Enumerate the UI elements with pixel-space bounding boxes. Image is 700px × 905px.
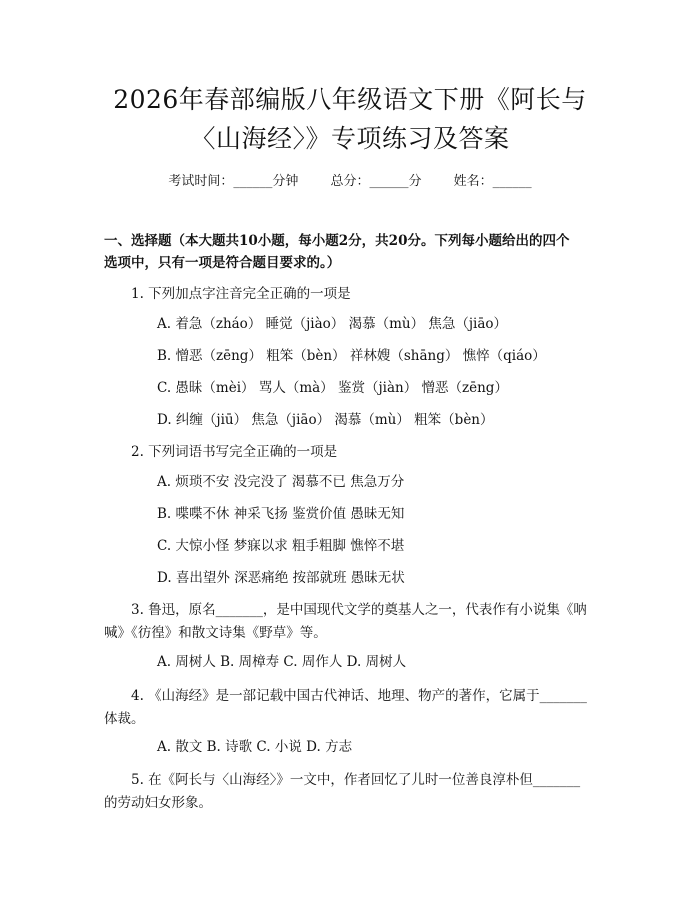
exam-time: 考试时间：______分钟: [168, 174, 299, 189]
section-heading-line2: 选项中，只有一项是符合题目要求的。）: [104, 255, 341, 271]
question-5-stem-line1: 5. 在《阿长与〈山海经〉》一文中，作者回忆了儿时一位善良淳朴但_______: [131, 772, 581, 788]
question-5-stem-line2: 的劳动妇女形象。: [104, 795, 212, 811]
question-1-stem: 1. 下列加点字注音完全正确的一项是: [131, 286, 351, 302]
question-2-stem: 2. 下列词语书写完全正确的一项是: [131, 444, 338, 460]
question-1-option-b: B. 憎恶（zēng） 粗笨（bèn） 祥林嫂（shāng） 憔悴（qiáo）: [157, 348, 546, 364]
question-4-stem-line2: 体裁。: [104, 711, 145, 727]
question-1-option-c: C. 愚昧（mèi） 骂人（mà） 鉴赏（jiàn） 憎恶（zēng）: [157, 380, 508, 396]
question-3-options: A. 周树人 B. 周樟寿 C. 周作人 D. 周树人: [157, 654, 407, 670]
question-1-option-d: D. 纠缠（jiū） 焦急（jiāo） 渴慕（mù） 粗笨（bèn）: [157, 412, 494, 428]
question-3-stem-line2: 喊》《彷徨》和散文诗集《野草》等。: [104, 625, 327, 641]
document-title-line2: 〈山海经〉》专项练习及答案: [190, 124, 510, 153]
question-4-stem-line1: 4. 《山海经》是一部记载中国古代神话、地理、物产的著作，它属于_______: [131, 688, 587, 704]
question-1-option-a: A. 着急（zháo） 睡觉（jiào） 渴慕（mù） 焦急（jiāo）: [157, 316, 508, 332]
section-heading-line1: 一、选择题（本大题共10小题，每小题2分，共20分。下列每小题给出的四个: [104, 233, 570, 249]
document-title-line1: 2026年春部编版八年级语文下册《阿长与: [113, 85, 587, 114]
exam-name: 姓名：______: [453, 174, 532, 189]
question-2-option-c: C. 大惊小怪 梦寐以求 粗手粗脚 憔悴不堪: [157, 538, 405, 554]
question-3-stem-line1: 3. 鲁迅，原名_______，是中国现代文学的奠基人之一，代表作有小说集《呐: [131, 602, 587, 618]
question-2-option-b: B. 喋喋不休 神采飞扬 鉴赏价值 愚昧无知: [157, 506, 405, 522]
question-2-option-d: D. 喜出望外 深恶痛绝 按部就班 愚昧无状: [157, 570, 405, 586]
exam-info: [0, 170, 700, 189]
question-2-option-a: A. 烦琐不安 没完没了 渴慕不已 焦急万分: [157, 474, 405, 490]
question-4-options: A. 散文 B. 诗歌 C. 小说 D. 方志: [157, 739, 353, 755]
exam-score: 总分：______分: [330, 174, 422, 189]
